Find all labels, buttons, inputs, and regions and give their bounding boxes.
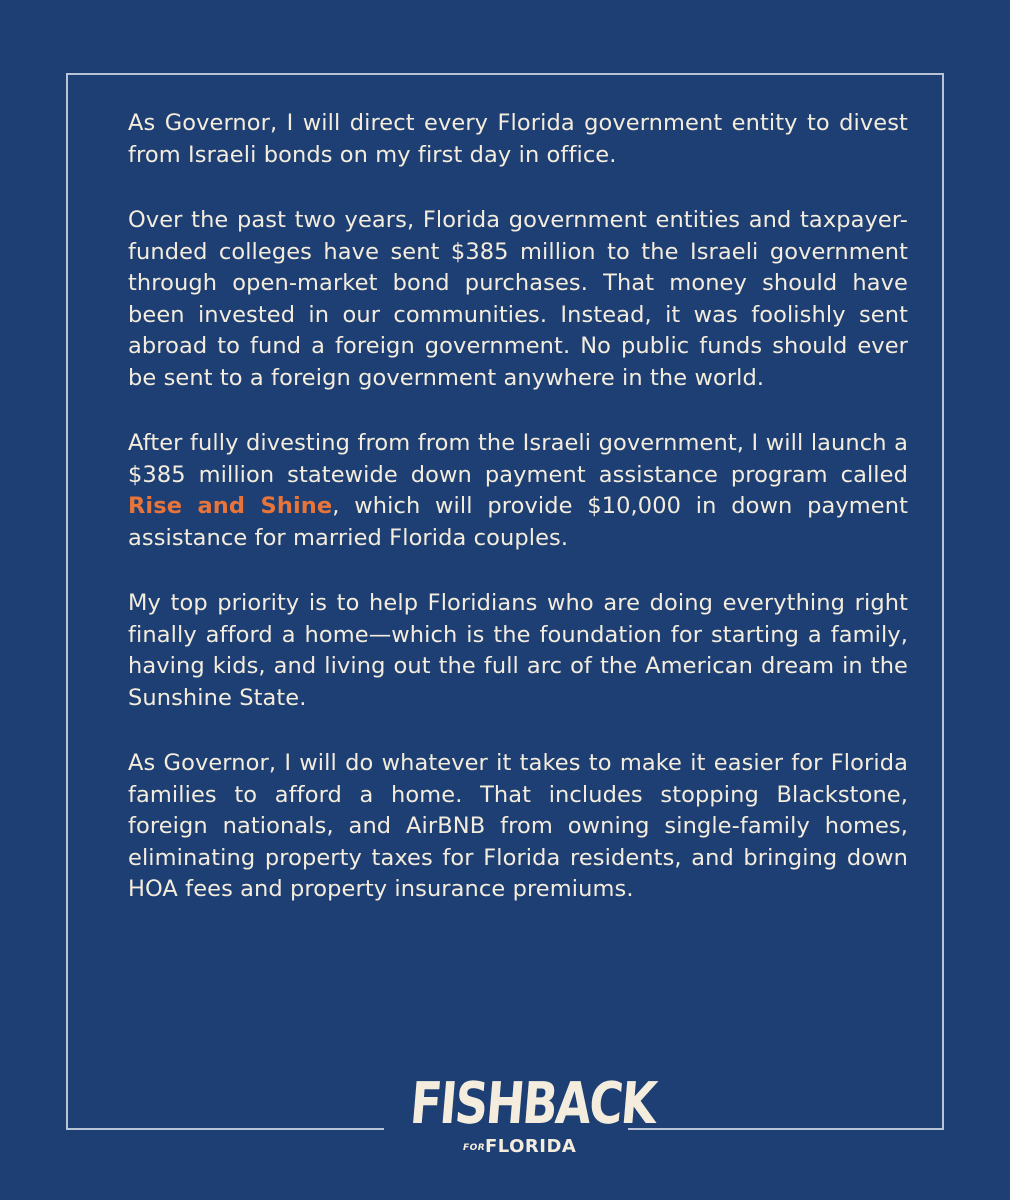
paragraph-3-before: After fully divesting from from the Israeli government, I will launch a $385 million statewide down payment assistance program called [128,430,908,488]
paragraph-3-after: , which will provide $10,000 in down payment assistance for married Florida couples. [128,493,908,551]
statement-body [128,108,908,940]
frame-left-border [66,73,68,1130]
paragraph-bond-purchases: Over the past two years, Florida government entities and taxpayer-funded colleges have sent $385 million to the Israeli government through open-market bond purchases. That money should have been invested in our communities. Instead, it was foolishly sent abroad to fund a foreign government. No public funds should ever be sent to a foreign government anywhere in the world. [128,207,908,391]
frame-right-border [942,73,944,1130]
frame-bottom-left-border [66,1128,384,1130]
paragraph-top-priority: My top priority is to help Floridians who are doing everything right finally afford a home—which is the foundation for starting a family, having kids, and living out the full arc of the American dream in the Sunshine State. [128,590,908,711]
paragraph-rise-and-shine [128,428,908,554]
logo-for-text: FOR [463,1143,486,1153]
frame-top-border [66,73,944,75]
paragraph-affordability-plan: As Governor, I will do whatever it takes to make it easier for Florida families to afford a home. That includes stopping Blackstone, foreign nationals, and AirBNB from owning single-family homes, eliminating property taxes for Florida residents, and bringing down HOA fees and property insurance premiums. [128,750,908,902]
program-name-highlight: Rise and Shine [128,493,333,519]
frame-bottom-right-border [628,1128,944,1130]
logo-wordmark: FISHBACK [407,1069,658,1137]
paragraph-divest-pledge: As Governor, I will direct every Florida government entity to divest from Israeli bonds on my first day in office. [128,110,908,168]
logo-florida-text: FLORIDA [485,1136,577,1157]
fishback-for-florida-logo [405,1069,658,1165]
